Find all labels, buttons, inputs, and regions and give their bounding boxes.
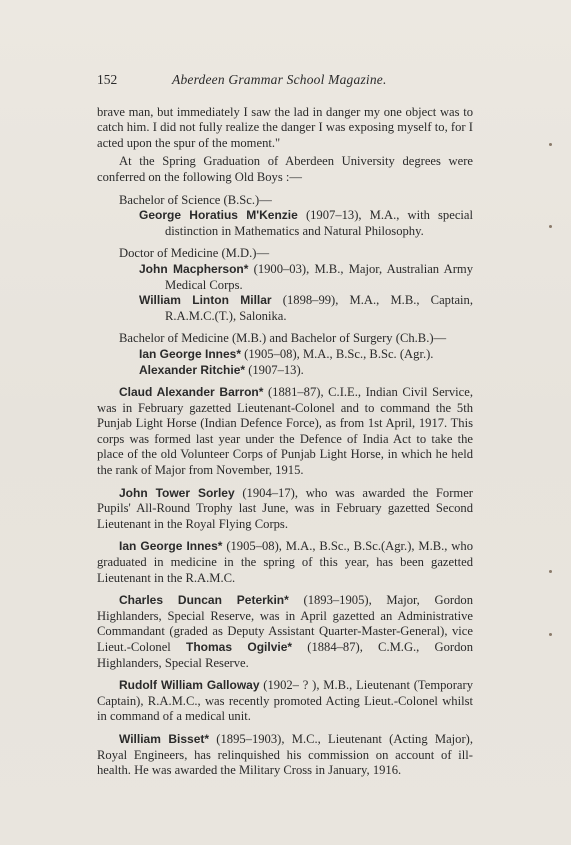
degree-bsc: Bachelor of Science (B.Sc.)—	[119, 192, 272, 207]
person-name: Claud Alexander Barron*	[119, 385, 264, 400]
recipient-name: George Horatius M'Kenzie	[139, 208, 298, 223]
paragraph-text: (1884–87), C.M.G., Gordon Highlanders, Special Reserve.	[97, 640, 473, 670]
recipient-name: John Macpherson*	[139, 261, 249, 276]
margin-speck	[549, 143, 552, 146]
person-name: John Tower Sorley	[119, 485, 235, 500]
recipient-ritchie	[97, 363, 473, 379]
margin-speck	[549, 225, 552, 228]
page-header	[97, 72, 473, 88]
person-name: William Bisset*	[119, 731, 210, 746]
recipient-name: Ian George Innes*	[139, 346, 242, 361]
degree-mbchb: Bachelor of Medicine (M.B.) and Bachelor of Surgery (Ch.B.)—	[119, 331, 447, 346]
page-content	[97, 72, 473, 779]
paragraph-innes	[97, 539, 473, 586]
paragraph-brave-man: brave man, but immediately I saw the lad in danger my one object was to catch him. I did not fully realize the danger I was exposing myself to, for I acted upon the spur of the moment."	[97, 104, 473, 150]
recipient-name: William Linton Millar	[139, 293, 272, 308]
recipient-innes-degree	[97, 347, 473, 363]
paragraph-text: (1895–1903), M.C., Lieutenant (Acting Major), Royal Engineers, has relinquished his commission on account of ill-health. He was awarded the Military Cross in January, 1916.	[97, 731, 473, 778]
person-name: Charles Duncan Peterkin*	[119, 593, 289, 608]
running-title: Aberdeen Grammar School Magazine.	[172, 72, 387, 87]
recipient-millar	[97, 293, 473, 324]
paragraph-text: (1905–08), M.A., B.Sc., B.Sc.(Agr.), M.B., who graduated in medicine in the spring of this year, has been gazetted Lieutenant in the R.A.M.C.	[97, 539, 473, 585]
recipient-details: (1905–08), M.A., B.Sc., B.Sc. (Agr.).	[241, 346, 434, 361]
degree-md: Doctor of Medicine (M.D.)—	[119, 246, 270, 261]
paragraph-galloway	[97, 678, 473, 725]
recipient-name: Alexander Ritchie*	[139, 362, 246, 377]
recipient-mkenzie	[97, 208, 473, 239]
recipient-details: (1907–13), M.A., with special distinction in Mathematics and Natural Philosophy.	[165, 208, 473, 238]
paragraph-graduation: At the Spring Graduation of Aberdeen University degrees were conferred on the following Old Boys :—	[97, 154, 473, 184]
margin-speck	[549, 633, 552, 636]
paragraph-peterkin	[97, 593, 473, 671]
paragraph-barron	[97, 385, 473, 479]
person-name: Ian George Innes*	[119, 539, 223, 554]
person-name-ogilvie: Thomas Ogilvie*	[185, 640, 293, 654]
recipient-details: (1900–03), M.B., Major, Australian Army Medical Corps.	[165, 261, 473, 292]
paragraph-text: (1881–87), C.I.E., Indian Civil Service, was in February gazetted Lieutenant-Colonel and to command the 5th Punjab Light Horse (Indian Defence Force), as from 1st April, 1917. This corps was formed last year under the Defence of India Act to take the place of the old Volunteer Corps of Punjab Light Horse, in which he held the rank of Major from November, 1915.	[97, 385, 474, 478]
paragraph-text: (1893–1905), Major, Gordon Highlanders, Special Reserve, was in April gazetted an Administrative Commandant (graded as Deputy Assistant Quarter-Master-General), vice Lieut.-Colonel	[97, 593, 473, 654]
paragraph-sorley	[97, 486, 473, 533]
page-number: 152	[97, 72, 118, 87]
paragraph-bisset	[97, 732, 473, 779]
person-name: Rudolf William Galloway	[119, 678, 260, 693]
paragraph-text: (1902– ? ), M.B., Lieutenant (Temporary Captain), R.A.M.C., was recently promoted Acting Lieut.-Colonel whilst in command of a medical unit.	[97, 678, 473, 724]
margin-speck	[549, 570, 552, 573]
recipient-details: (1898–99), M.A., M.B., Captain, R.A.M.C.(T.), Salonika.	[165, 293, 474, 323]
paragraph-text: (1904–17), who was awarded the Former Pupils' All-Round Trophy last June, was in February gazetted Second Lieutenant in the Royal Flying Corps.	[97, 485, 473, 531]
recipient-details: (1907–13).	[245, 362, 304, 377]
recipient-macpherson	[97, 262, 473, 293]
